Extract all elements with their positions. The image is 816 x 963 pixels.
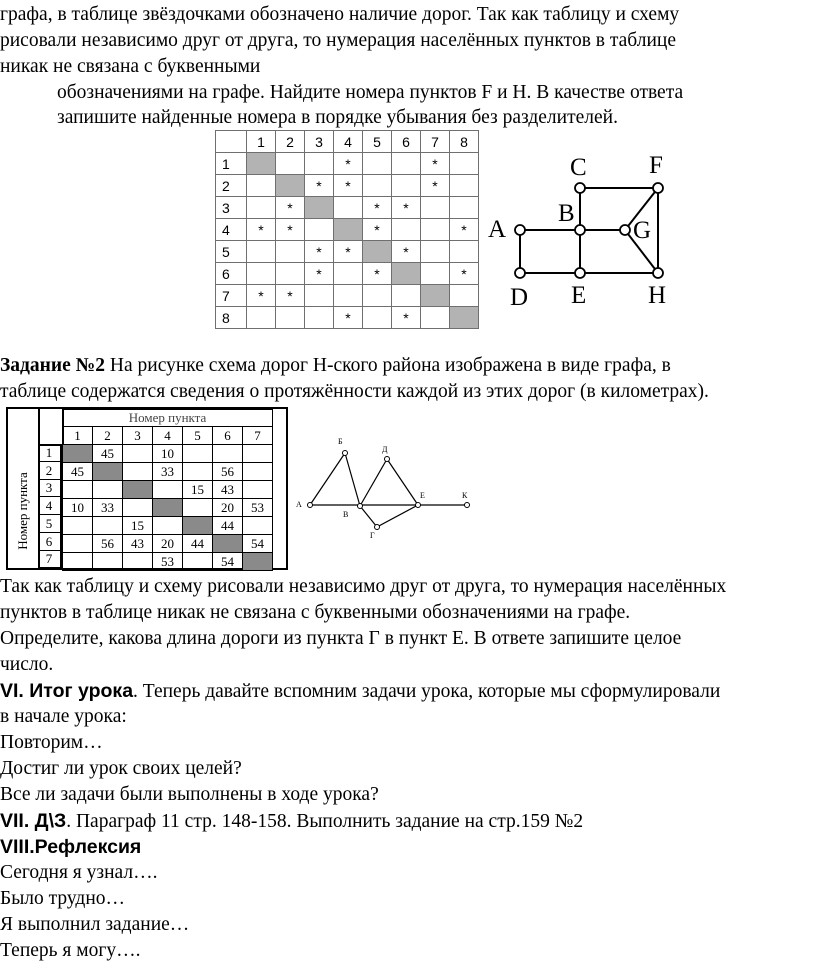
paragraph-line: обозначениями на графе. Найдите номера пунктов F и H. В качестве ответа bbox=[57, 82, 684, 103]
paragraph-line: Определите, какова длина дороги из пункта Г в пункт Е. В ответе запишите целое bbox=[0, 628, 682, 649]
table-cell: * bbox=[392, 241, 421, 263]
table-cell bbox=[243, 481, 273, 499]
graph-node-f bbox=[653, 183, 663, 193]
table-cell bbox=[247, 263, 276, 285]
row-header: 7 bbox=[38, 550, 62, 568]
table-cell bbox=[421, 197, 450, 219]
section-7-line bbox=[0, 809, 583, 834]
table-cell bbox=[421, 241, 450, 263]
table-cell bbox=[421, 307, 450, 329]
table-cell bbox=[305, 285, 334, 307]
graph-label-h: H bbox=[648, 282, 667, 309]
table-cell: * bbox=[363, 219, 392, 241]
reflection-line: Было трудно… bbox=[0, 888, 126, 909]
graph-node-g bbox=[620, 225, 630, 235]
section-8-title: VIII.Рефлексия bbox=[0, 836, 142, 858]
table-cell: * bbox=[305, 263, 334, 285]
diagonal-cell bbox=[305, 197, 334, 219]
section-6-title: VI. Итог урока bbox=[0, 680, 134, 702]
column-header: 4 bbox=[153, 427, 183, 445]
row-header: 3 bbox=[216, 197, 247, 219]
table-row bbox=[63, 445, 273, 463]
graph-label-c: C bbox=[570, 154, 587, 181]
table-cell bbox=[123, 553, 153, 571]
table-cell: 15 bbox=[123, 517, 153, 535]
column-header: 5 bbox=[183, 427, 213, 445]
table-row bbox=[63, 481, 273, 499]
graph-node-a bbox=[515, 225, 525, 235]
table-cell: 45 bbox=[93, 445, 123, 463]
row-header: 6 bbox=[38, 533, 62, 551]
table-cell bbox=[450, 285, 479, 307]
section-6-line: в начале урока: bbox=[0, 706, 127, 727]
reflection-line: Сегодня я узнал…. bbox=[0, 862, 158, 883]
table-row bbox=[63, 499, 273, 517]
table-cell: 10 bbox=[63, 499, 93, 517]
graph-node-e bbox=[575, 268, 585, 278]
graph2-label-v: В bbox=[343, 510, 349, 519]
table-cell: * bbox=[247, 285, 276, 307]
paragraph-line: рисовали независимо друг от друга, то нумерация населённых пунктов в таблице bbox=[0, 30, 676, 51]
row-header: 4 bbox=[216, 219, 247, 241]
row-header: 8 bbox=[216, 307, 247, 329]
graph-label-g: G bbox=[633, 217, 652, 244]
table-cell bbox=[450, 175, 479, 197]
table-cell: 56 bbox=[93, 535, 123, 553]
table-row bbox=[216, 307, 479, 329]
table-cell: 43 bbox=[123, 535, 153, 553]
table-row bbox=[63, 517, 273, 535]
table-side-label: Номер пункта bbox=[15, 472, 30, 550]
row-header: 3 bbox=[38, 479, 62, 497]
table-cell bbox=[276, 153, 305, 175]
paragraph-line: графа, в таблице звёздочками обозначено наличие дорог. Так как таблицу и схему bbox=[0, 4, 680, 25]
graph-diagram-2 bbox=[292, 430, 492, 550]
table-cell bbox=[363, 153, 392, 175]
table-row bbox=[216, 175, 479, 197]
table-row bbox=[216, 219, 479, 241]
table-cell bbox=[334, 197, 363, 219]
column-header: 7 bbox=[421, 131, 450, 153]
diagonal-cell bbox=[213, 535, 243, 553]
table-cell bbox=[247, 197, 276, 219]
section-7-title: VII. Д\З bbox=[0, 810, 67, 832]
row-header: 5 bbox=[216, 241, 247, 263]
table-cell bbox=[363, 175, 392, 197]
table-cell bbox=[276, 241, 305, 263]
table-cell bbox=[183, 463, 213, 481]
table-cell bbox=[93, 553, 123, 571]
table-corner bbox=[216, 131, 247, 153]
table-cell bbox=[243, 445, 273, 463]
graph-node-d bbox=[515, 268, 525, 278]
table-cell bbox=[63, 517, 93, 535]
table-cell bbox=[305, 153, 334, 175]
text-line: Повторим… bbox=[0, 732, 103, 753]
diagonal-cell bbox=[247, 153, 276, 175]
task2-line: таблице содержатся сведения о протяжённости каждой из этих дорог (в километрах). bbox=[0, 381, 709, 402]
table-cell: * bbox=[305, 175, 334, 197]
graph-label-d: D bbox=[510, 284, 529, 311]
table-cell: * bbox=[450, 263, 479, 285]
column-header: 5 bbox=[363, 131, 392, 153]
table-cell bbox=[450, 153, 479, 175]
table-cell: 53 bbox=[153, 553, 183, 571]
table-cell: * bbox=[334, 175, 363, 197]
row-header: 2 bbox=[38, 462, 62, 480]
column-header: 4 bbox=[334, 131, 363, 153]
table-cell: * bbox=[334, 241, 363, 263]
table-cell: 20 bbox=[213, 499, 243, 517]
table-cell bbox=[123, 445, 153, 463]
table-cell: * bbox=[392, 197, 421, 219]
table-row bbox=[63, 535, 273, 553]
table-cell bbox=[334, 285, 363, 307]
diagonal-cell bbox=[153, 499, 183, 517]
table-cell: 33 bbox=[153, 463, 183, 481]
column-header: 1 bbox=[63, 427, 93, 445]
table-cell: * bbox=[276, 285, 305, 307]
table-cell bbox=[305, 307, 334, 329]
table-cell: 54 bbox=[243, 535, 273, 553]
table-cell: 15 bbox=[183, 481, 213, 499]
graph2-label-e: Е bbox=[420, 491, 425, 500]
table-cell bbox=[363, 307, 392, 329]
graph-label-a: A bbox=[488, 216, 507, 243]
table-row bbox=[63, 463, 273, 481]
table-cell bbox=[153, 517, 183, 535]
table-cell bbox=[450, 197, 479, 219]
table-cell: * bbox=[334, 153, 363, 175]
table-cell bbox=[421, 263, 450, 285]
graph-node-b bbox=[575, 225, 585, 235]
table-cell bbox=[63, 481, 93, 499]
table-cell bbox=[305, 219, 334, 241]
table-cell: 53 bbox=[243, 499, 273, 517]
distance-table bbox=[6, 407, 288, 570]
table-cell: * bbox=[450, 219, 479, 241]
table-cell bbox=[421, 219, 450, 241]
table-corner bbox=[38, 409, 64, 446]
table-cell bbox=[63, 535, 93, 553]
table-cell: 56 bbox=[213, 463, 243, 481]
diagonal-cell bbox=[276, 175, 305, 197]
column-header: 1 bbox=[247, 131, 276, 153]
table-row bbox=[216, 285, 479, 307]
reflection-line: Я выполнил задание… bbox=[0, 914, 190, 935]
table-cell bbox=[247, 241, 276, 263]
diagonal-cell bbox=[334, 219, 363, 241]
paragraph-line: Так как таблицу и схему рисовали независимо друг от друга, то нумерация населённых bbox=[0, 576, 727, 597]
table-cell bbox=[363, 285, 392, 307]
table-cell: 10 bbox=[153, 445, 183, 463]
diagonal-cell bbox=[63, 445, 93, 463]
table-cell bbox=[243, 517, 273, 535]
table-cell bbox=[276, 307, 305, 329]
table-cell bbox=[392, 153, 421, 175]
section-7-text: . Параграф 11 стр. 148-158. Выполнить задание на стр.159 №2 bbox=[66, 811, 584, 832]
row-header: 1 bbox=[38, 444, 62, 462]
table-cell bbox=[392, 175, 421, 197]
table-header: Номер пункта bbox=[63, 410, 273, 427]
table-cell bbox=[243, 463, 273, 481]
table-row bbox=[63, 553, 273, 571]
table-cell bbox=[93, 481, 123, 499]
table-cell bbox=[153, 481, 183, 499]
graph2-label-g: Г bbox=[370, 531, 375, 540]
diagonal-cell bbox=[450, 307, 479, 329]
table-cell bbox=[213, 445, 243, 463]
column-header: 3 bbox=[123, 427, 153, 445]
table-cell: * bbox=[276, 197, 305, 219]
task2-line bbox=[0, 354, 671, 378]
graph-node-h bbox=[653, 268, 663, 278]
diagonal-cell bbox=[243, 553, 273, 571]
table-row bbox=[216, 241, 479, 263]
table-cell bbox=[183, 445, 213, 463]
table-cell: * bbox=[363, 263, 392, 285]
table-cell: 54 bbox=[213, 553, 243, 571]
column-header: 6 bbox=[213, 427, 243, 445]
table-cell bbox=[247, 175, 276, 197]
table-side-column bbox=[8, 409, 40, 568]
table-cell bbox=[392, 285, 421, 307]
diagonal-cell bbox=[183, 517, 213, 535]
text-line: Все ли задачи были выполнены в ходе урока? bbox=[0, 784, 379, 805]
table-cell: 45 bbox=[63, 463, 93, 481]
table-cell: 20 bbox=[153, 535, 183, 553]
paragraph-line: запишите найденные номера в порядке убывания без разделителей. bbox=[57, 107, 618, 128]
graph-label-e: E bbox=[571, 282, 587, 309]
table-cell bbox=[123, 463, 153, 481]
row-header: 1 bbox=[216, 153, 247, 175]
diagonal-cell bbox=[421, 285, 450, 307]
text-line: Достиг ли урок своих целей? bbox=[0, 758, 242, 779]
paragraph-line: число. bbox=[0, 654, 54, 675]
column-header: 7 bbox=[243, 427, 273, 445]
column-header: 6 bbox=[392, 131, 421, 153]
table-cell: * bbox=[305, 241, 334, 263]
table-cell: * bbox=[247, 219, 276, 241]
graph2-label-d: Д bbox=[382, 445, 388, 454]
table-cell: * bbox=[276, 219, 305, 241]
table-cell bbox=[183, 499, 213, 517]
table-cell bbox=[183, 553, 213, 571]
table-cell: * bbox=[363, 197, 392, 219]
table-cell: * bbox=[421, 153, 450, 175]
table-row bbox=[216, 263, 479, 285]
table-cell bbox=[276, 263, 305, 285]
row-header: 7 bbox=[216, 285, 247, 307]
column-header: 8 bbox=[450, 131, 479, 153]
table-cell: * bbox=[392, 307, 421, 329]
graph2-label-b: Б bbox=[338, 437, 343, 446]
graph2-label-a: А bbox=[296, 500, 302, 509]
diagonal-cell bbox=[363, 241, 392, 263]
table-cell bbox=[247, 307, 276, 329]
diagonal-cell bbox=[123, 481, 153, 499]
graph2-label-k: К bbox=[462, 491, 468, 500]
table-cell bbox=[123, 499, 153, 517]
task2-title: Задание №2 bbox=[0, 355, 106, 376]
adjacency-table bbox=[215, 130, 479, 329]
table-cell bbox=[93, 517, 123, 535]
table-cell: 44 bbox=[213, 517, 243, 535]
row-header: 2 bbox=[216, 175, 247, 197]
column-header: 2 bbox=[276, 131, 305, 153]
table-cell: * bbox=[334, 307, 363, 329]
paragraph-line: пунктов в таблице никак не связана с буквенными обозначениями на графе. bbox=[0, 602, 631, 623]
table-cell bbox=[450, 241, 479, 263]
table-cell bbox=[392, 219, 421, 241]
task2-text: На рисунке схема дорог Н-ского района изображена в виде графа, в bbox=[105, 355, 671, 376]
table-cell bbox=[63, 553, 93, 571]
column-header: 3 bbox=[305, 131, 334, 153]
section-6-line bbox=[0, 679, 720, 704]
graph-label-b: B bbox=[558, 200, 575, 227]
row-header: 6 bbox=[216, 263, 247, 285]
graph-diagram-1 bbox=[480, 145, 710, 315]
table-cell bbox=[334, 263, 363, 285]
diagonal-cell bbox=[392, 263, 421, 285]
table-cell: * bbox=[421, 175, 450, 197]
table-row bbox=[216, 197, 479, 219]
row-header: 5 bbox=[38, 515, 62, 533]
section-6-text: . Теперь давайте вспомним задачи урока, которые мы сформулировали bbox=[133, 681, 721, 702]
column-header: 2 bbox=[93, 427, 123, 445]
table-cell: 44 bbox=[183, 535, 213, 553]
table-cell: 43 bbox=[213, 481, 243, 499]
paragraph-line: никак не связана с буквенными bbox=[0, 56, 261, 77]
graph-node-c bbox=[575, 183, 585, 193]
table-row bbox=[216, 153, 479, 175]
row-header: 4 bbox=[38, 497, 62, 515]
diagonal-cell bbox=[93, 463, 123, 481]
graph-label-f: F bbox=[649, 152, 663, 179]
reflection-line: Теперь я могу…. bbox=[0, 940, 141, 961]
table-cell: 33 bbox=[93, 499, 123, 517]
